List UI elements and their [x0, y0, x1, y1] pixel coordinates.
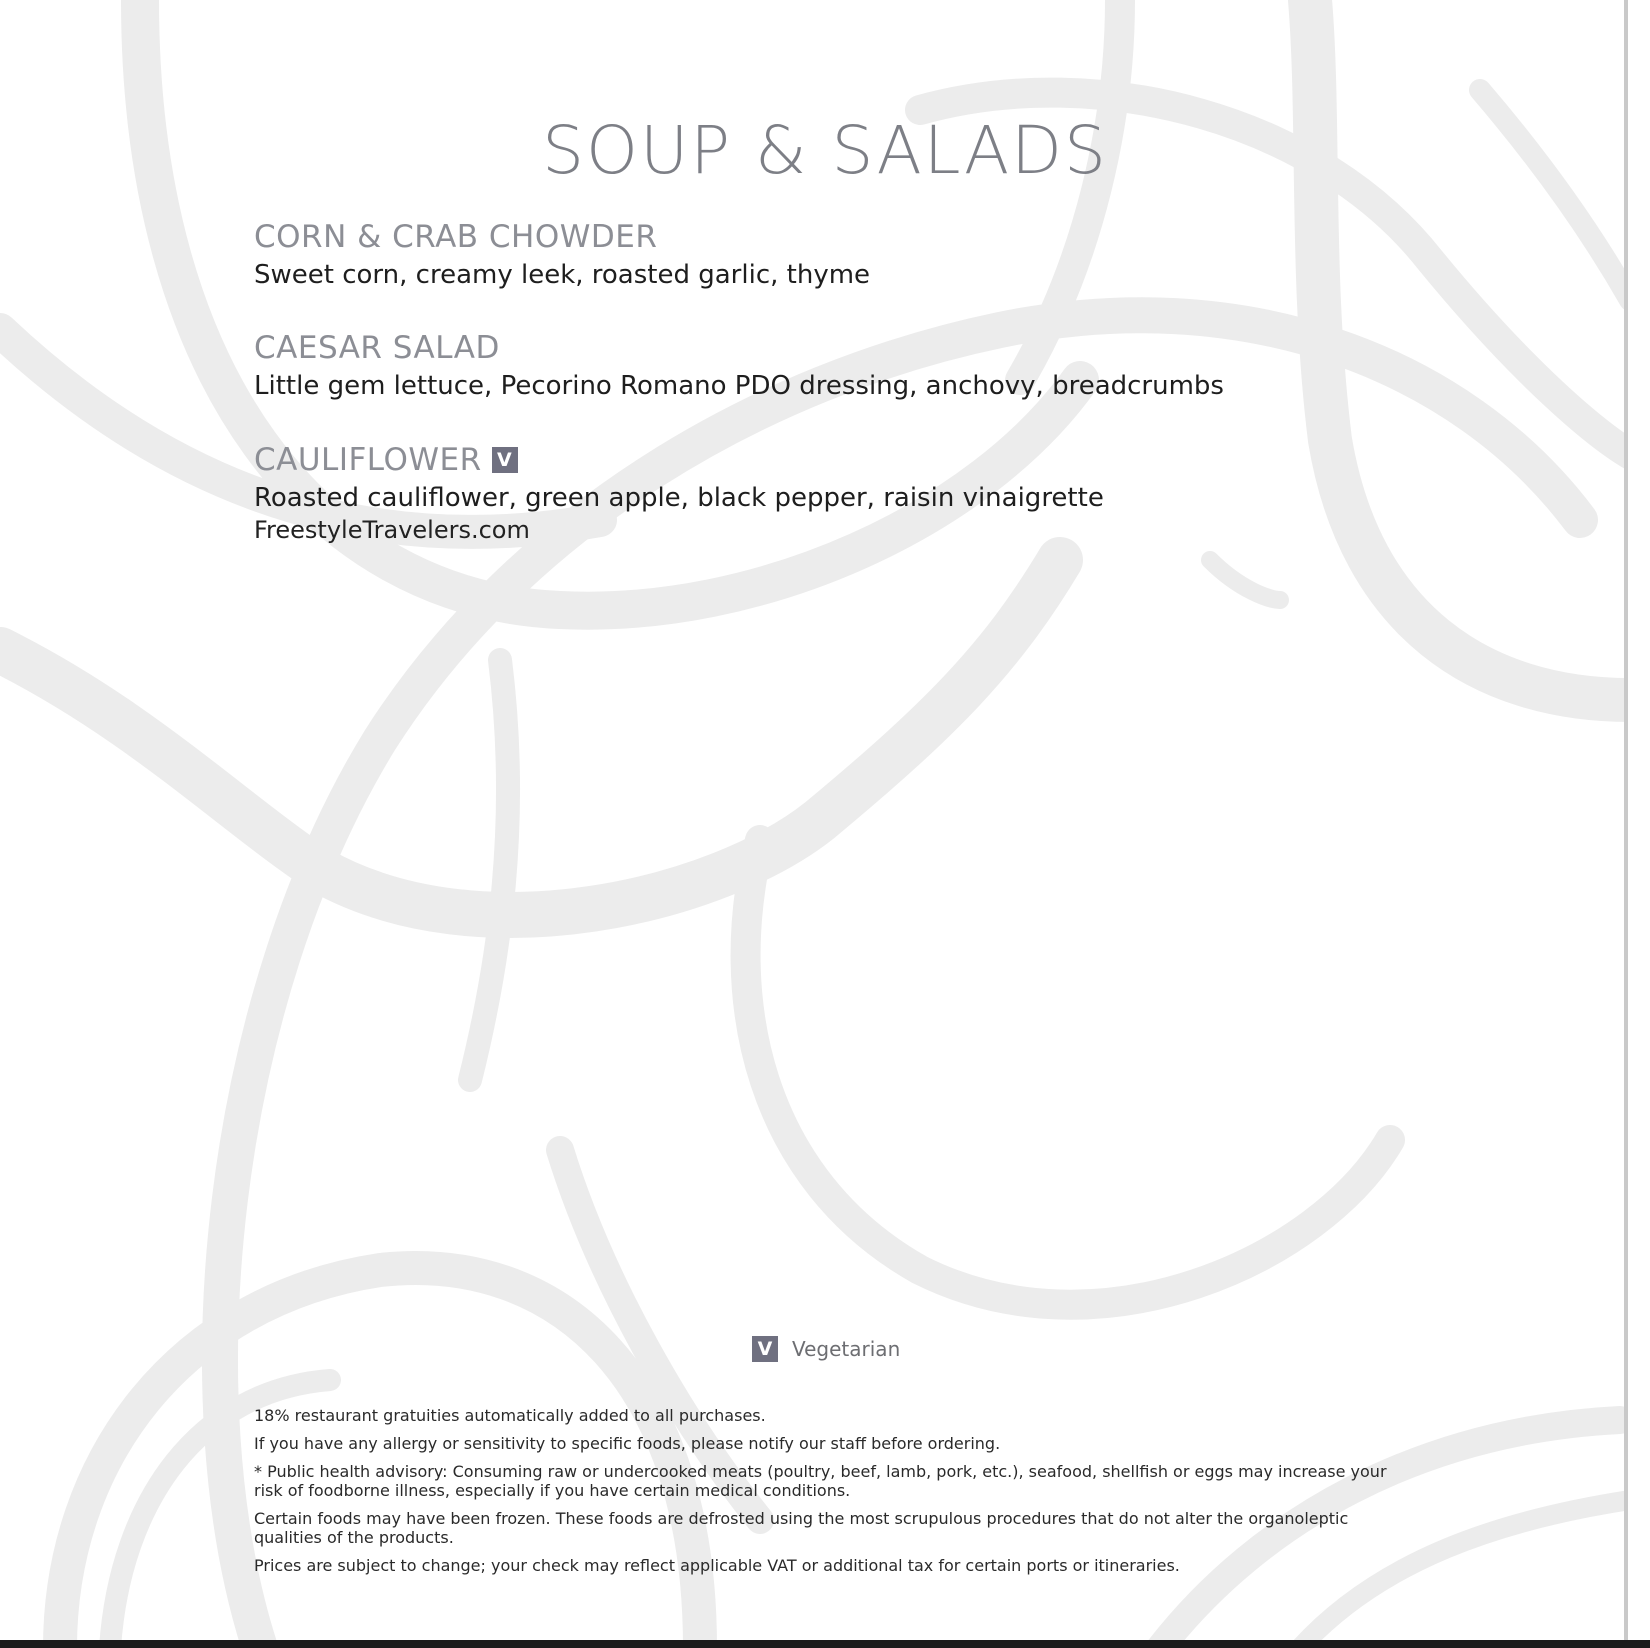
website-watermark: FreestyleTravelers.com: [254, 516, 530, 544]
page-title: SOUP & SALADS: [542, 112, 1108, 189]
legend-label: Vegetarian: [792, 1337, 901, 1361]
menu-item: [254, 329, 1224, 407]
vegetarian-badge-icon: V: [752, 1336, 778, 1362]
bottom-border: [0, 1640, 1650, 1648]
menu-item-name-text: CORN & CRAB CHOWDER: [254, 219, 658, 255]
menu-item-name: [254, 329, 1224, 367]
footer-note: * Public health advisory: Consuming raw or undercooked meats (poultry, beef, lamb, pork, etc.), seafood, shellfish or eggs may increase your risk of foodborne illness, especially if you have certain medical conditions.: [254, 1462, 1387, 1500]
menu-item-description: Roasted cauliflower, green apple, black pepper, raisin vinaigrette: [254, 483, 1104, 513]
footer-note: 18% restaurant gratuities automatically added to all purchases.: [254, 1406, 766, 1425]
footer-note: Certain foods may have been frozen. These foods are defrosted using the most scrupulous procedures that do not alter the organoleptic qualities of the products.: [254, 1509, 1349, 1547]
footer-notes: [254, 1406, 1396, 1584]
vegetarian-badge-icon: V: [492, 447, 518, 473]
menu-item-name-text: CAESAR SALAD: [254, 330, 500, 366]
menu-item-name: [254, 218, 870, 256]
legend: [752, 1336, 900, 1362]
menu-item-description: Little gem lettuce, Pecorino Romano PDO dressing, anchovy, breadcrumbs: [254, 371, 1224, 401]
page-margin: [1628, 0, 1650, 1648]
footer-note: Prices are subject to change; your check may reflect applicable VAT or additional tax for certain ports or itineraries.: [254, 1556, 1180, 1575]
menu-item-name-text: CAULIFLOWER: [254, 442, 482, 478]
menu-item: [254, 441, 1104, 519]
menu-item-name: [254, 441, 1104, 479]
menu-item-description: Sweet corn, creamy leek, roasted garlic, thyme: [254, 260, 871, 290]
footer-note: If you have any allergy or sensitivity to specific foods, please notify our staff before ordering.: [254, 1434, 1001, 1453]
menu-item: [254, 218, 870, 296]
